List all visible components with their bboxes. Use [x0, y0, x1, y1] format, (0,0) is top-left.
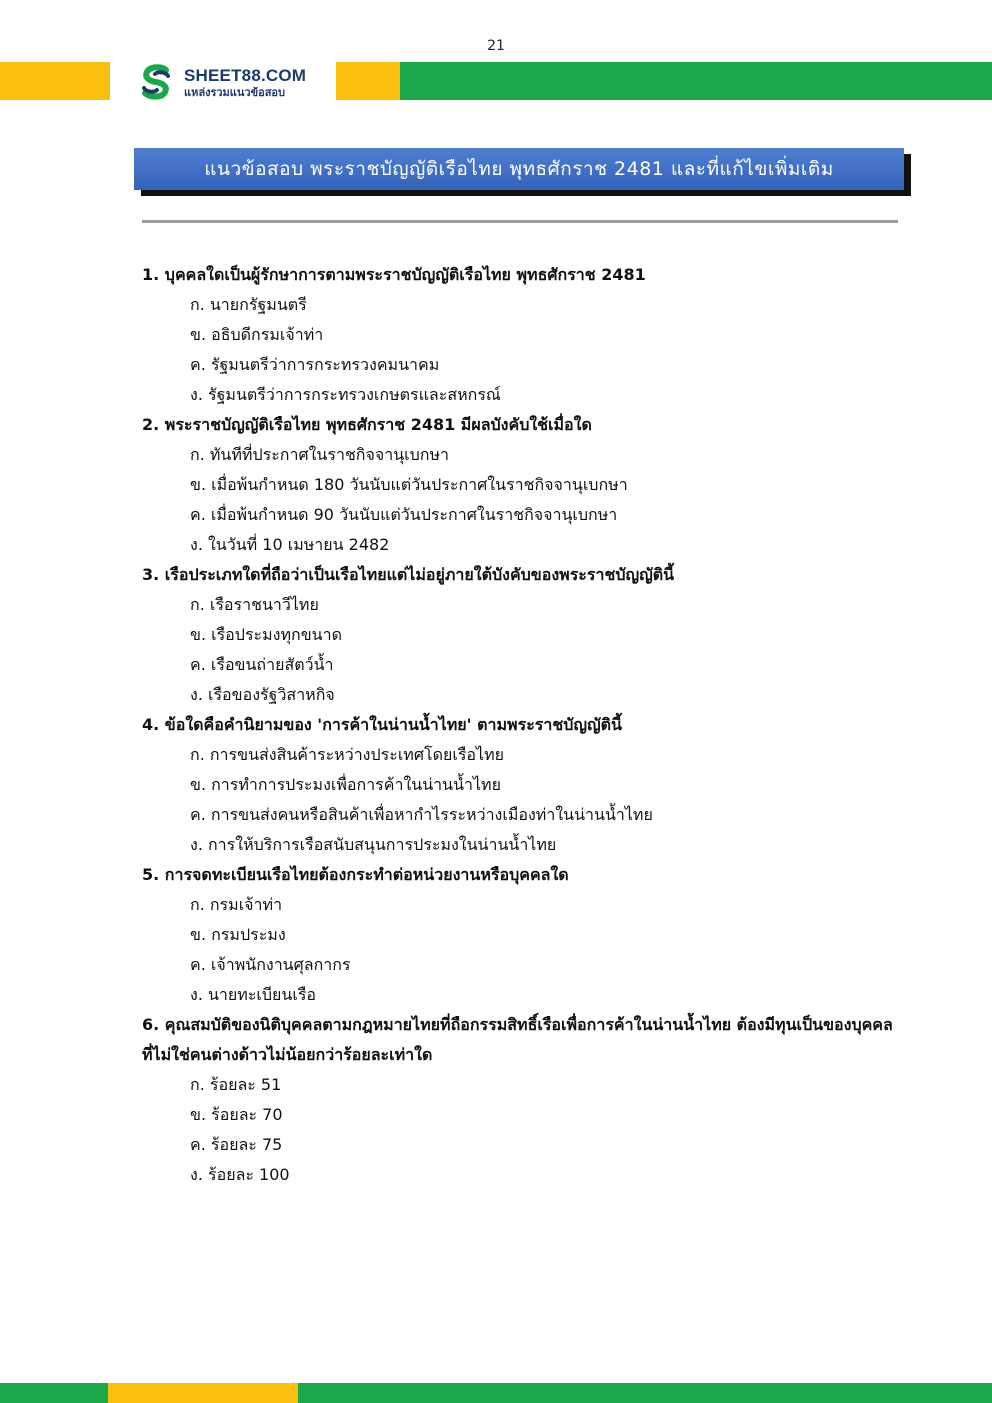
question-1 [142, 260, 902, 410]
sheet88-logo-icon [136, 62, 176, 102]
question-text: 4. ข้อใดคือคำนิยามของ 'การค้าในน่านน้ำไทย' ตามพระราชบัญญัตินี้ [142, 715, 622, 734]
choice-c: ค. ร้อยละ 75 [190, 1135, 283, 1154]
question-text: 3. เรือประเภทใดที่ถือว่าเป็นเรือไทยแต่ไม่อยู่ภายใต้บังคับของพระราชบัญญัตินี้ [142, 565, 675, 584]
logo-name: SHEET88.COM [184, 65, 307, 85]
question-6 [142, 1010, 902, 1190]
question-5 [142, 860, 902, 1010]
question-text: 5. การจดทะเบียนเรือไทยต้องกระทำต่อหน่วยงานหรือบุคคลใด [142, 865, 569, 884]
logo-tagline: แหล่งรวมแนวข้อสอบ [184, 85, 286, 99]
choice-c: ค. เจ้าพนักงานศุลกากร [190, 955, 351, 974]
choice-d: ง. รัฐมนตรีว่าการกระทรวงเกษตรและสหกรณ์ [190, 385, 501, 404]
site-logo [136, 60, 336, 104]
choice-d: ง. นายทะเบียนเรือ [190, 985, 317, 1004]
choice-d: ง. เรือของรัฐวิสาหกิจ [190, 685, 335, 704]
choice-b: ข. เมื่อพ้นกำหนด 180 วันนับแต่วันประกาศในราชกิจจานุเบกษา [190, 475, 628, 494]
page-title: แนวข้อสอบ พระราชบัญญัติเรือไทย พุทธศักราช 2481 และที่แก้ไขเพิ่มเติม [134, 148, 904, 190]
choice-b: ข. อธิบดีกรมเจ้าท่า [190, 325, 324, 344]
page-number: 21 [487, 38, 505, 54]
choice-a: ก. ทันทีที่ประกาศในราชกิจจานุเบกษา [190, 445, 449, 464]
choice-b: ข. เรือประมงทุกขนาด [190, 625, 342, 644]
choice-c: ค. เมื่อพ้นกำหนด 90 วันนับแต่วันประกาศในราชกิจจานุเบกษา [190, 505, 618, 524]
footer-band-green-right [298, 1383, 992, 1403]
choice-b: ข. การทำการประมงเพื่อการค้าในน่านน้ำไทย [190, 775, 501, 794]
choice-c: ค. การขนส่งคนหรือสินค้าเพื่อหากำไรระหว่างเมืองท่าในน่านน้ำไทย [190, 805, 653, 824]
choice-c: ค. รัฐมนตรีว่าการกระทรวงคมนาคม [190, 355, 440, 374]
choice-d: ง. ร้อยละ 100 [190, 1165, 290, 1184]
choice-a: ก. กรมเจ้าท่า [190, 895, 283, 914]
question-text: 2. พระราชบัญญัติเรือไทย พุทธศักราช 2481 มีผลบังคับใช้เมื่อใด [142, 415, 592, 434]
choice-a: ก. ร้อยละ 51 [190, 1075, 282, 1094]
choice-d: ง. การให้บริการเรือสนับสนุนการประมงในน่านน้ำไทย [190, 835, 557, 854]
footer-band-green-left [0, 1383, 108, 1403]
choice-a: ก. นายกรัฐมนตรี [190, 295, 307, 314]
divider [142, 220, 898, 223]
header-band-yellow-left [0, 62, 110, 100]
question-2 [142, 410, 902, 560]
question-3 [142, 560, 902, 710]
choice-b: ข. กรมประมง [190, 925, 286, 944]
choice-a: ก. เรือราชนาวีไทย [190, 595, 319, 614]
choice-d: ง. ในวันที่ 10 เมษายน 2482 [190, 535, 390, 554]
choice-a: ก. การขนส่งสินค้าระหว่างประเทศโดยเรือไทย [190, 745, 504, 764]
header-band-yellow-right [336, 62, 400, 100]
footer-band-yellow [108, 1383, 298, 1403]
question-4 [142, 710, 902, 860]
question-list [142, 260, 902, 1190]
question-text: 6. คุณสมบัติของนิติบุคคลตามกฎหมายไทยที่ถือกรรมสิทธิ์เรือเพื่อการค้าในน่านน้ำไทย ต้องมีทุนเป็นของบุคคลที่ไม่ใช่คนต่างด้าวไม่น้อยกว่าร้อยละเท่าใด [142, 1015, 893, 1064]
choice-b: ข. ร้อยละ 70 [190, 1105, 283, 1124]
header-band-green [400, 62, 992, 100]
question-text: 1. บุคคลใดเป็นผู้รักษาการตามพระราชบัญญัติเรือไทย พุทธศักราช 2481 [142, 265, 646, 284]
choice-c: ค. เรือขนถ่ายสัตว์น้ำ [190, 655, 334, 674]
